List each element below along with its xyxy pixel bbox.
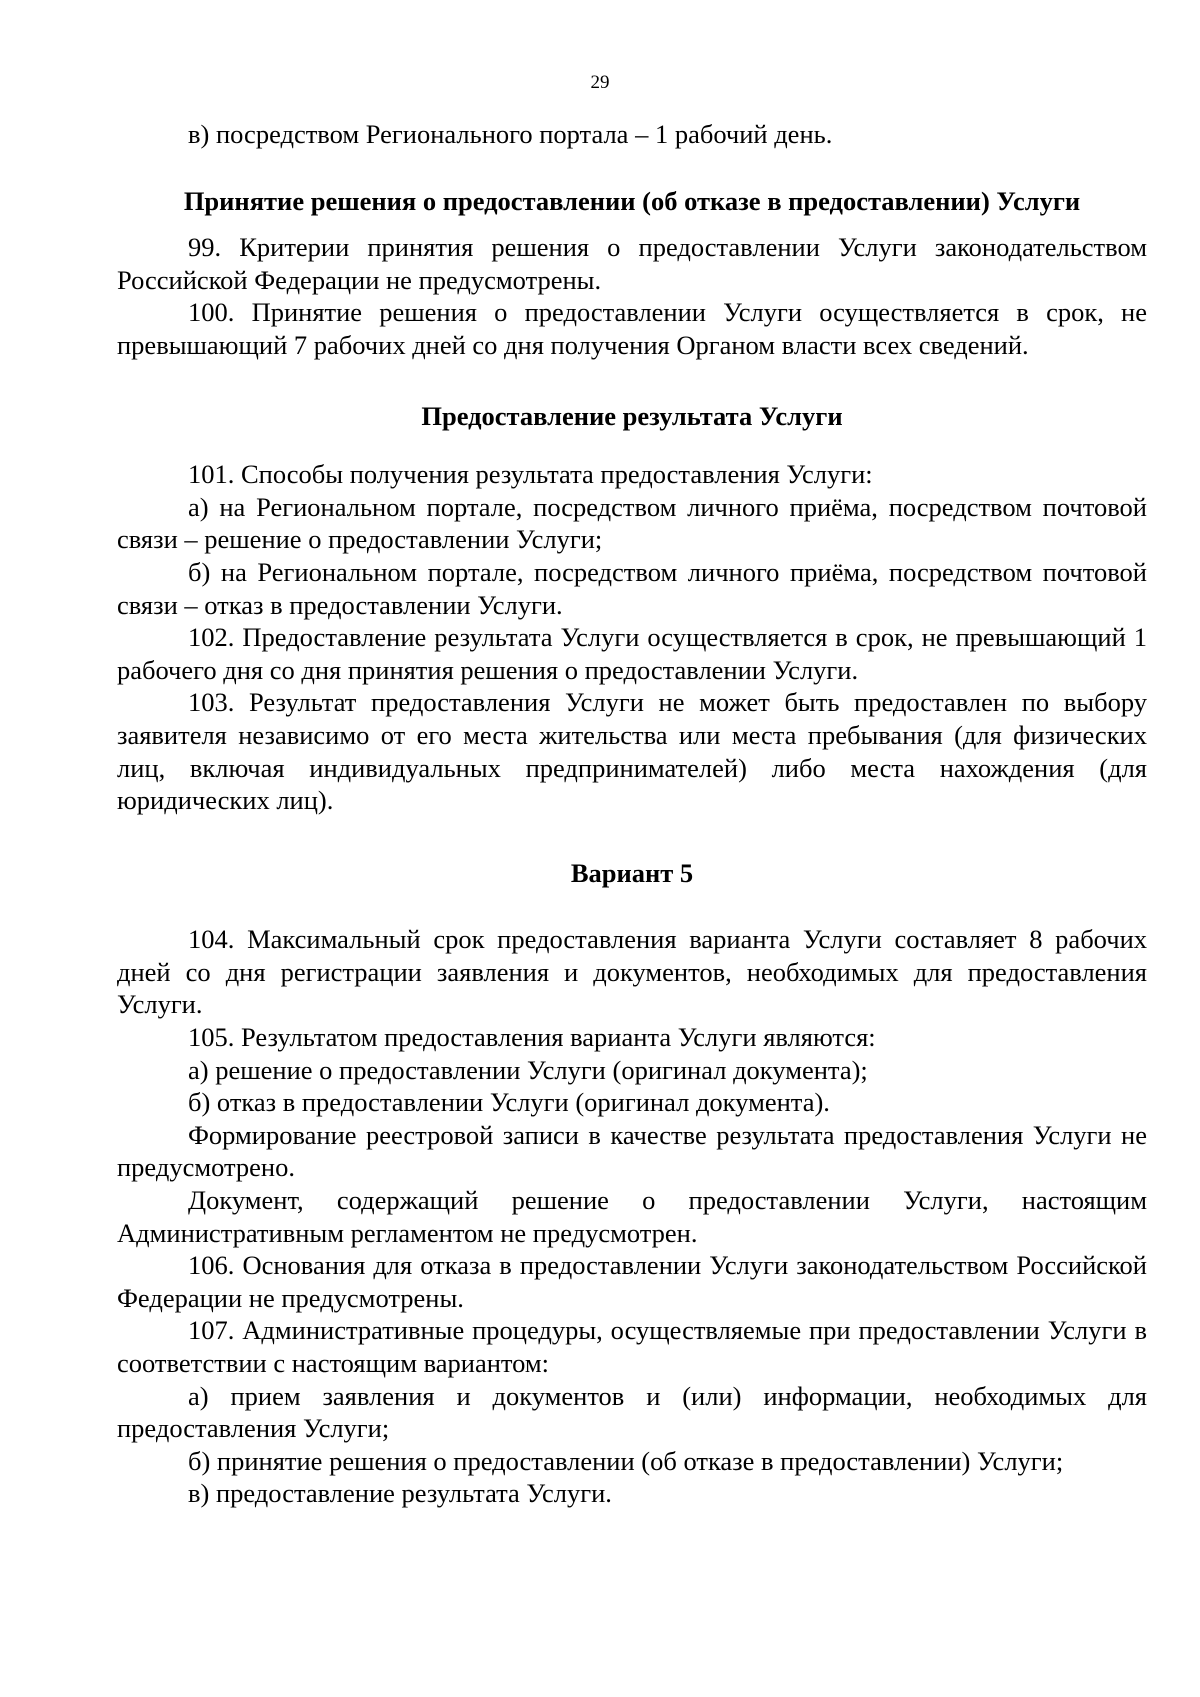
paragraph-107-a: а) прием заявления и документов и (или) информации, необходимых для предоставления Услуги; (117, 1380, 1147, 1444)
paragraph-100: 100. Принятие решения о предоставлении Услуги осуществляется в срок, не превышающий 7 рабочих дней со дня получения Органом власти всех сведений. (117, 297, 1147, 360)
paragraph-registry-record: Формирование реестровой записи в качестве результата предоставления Услуги не предусмотрено. (117, 1119, 1147, 1183)
paragraph-102: 102. Предоставление результата Услуги осуществляется в срок, не превышающий 1 рабочего дня со дня принятия решения о предоставлении Услуги. (117, 622, 1147, 685)
paragraph-105: 105. Результатом предоставления варианта Услуги являются: (188, 1022, 876, 1053)
paragraph-107-c: в) предоставление результата Услуги. (188, 1478, 612, 1509)
paragraph-107-b: б) принятие решения о предоставлении (об отказе в предоставлении) Услуги; (188, 1445, 1064, 1476)
paragraph-101: 101. Способы получения результата предоставления Услуги: (188, 459, 873, 490)
page-number: 29 (590, 72, 610, 93)
document-body (117, 118, 1147, 1510)
paragraph-decision-document: Документ, содержащий решение о предоставлении Услуги, настоящим Административным регламентом не предусмотрен. (117, 1185, 1147, 1248)
paragraph-106: 106. Основания для отказа в предоставлении Услуги законодательством Российской Федерации не предусмотрены. (117, 1250, 1147, 1313)
paragraph-portal-term: в) посредством Регионального портала – 1 рабочий день. (188, 119, 833, 149)
paragraph-104: 104. Максимальный срок предоставления варианта Услуги составляет 8 рабочих дней со дня регистрации заявления и документов, необходимых для предоставления Услуги. (117, 924, 1147, 1020)
paragraph-103: 103. Результат предоставления Услуги не может быть предоставлен по выбору заявителя независимо от его места жительства или места пребывания (для физических лиц, включая индивидуальных предпринимателей) либо места нахождения (для юридических лиц). (117, 687, 1147, 816)
paragraph-107: 107. Административные процедуры, осуществляемые при предоставлении Услуги в соответствии с настоящим вариантом: (117, 1315, 1147, 1378)
paragraph-101-a: а) на Региональном портале, посредством личного приёма, посредством почтовой связи – решение о предоставлении Услуги; (117, 491, 1147, 555)
paragraph-99: 99. Критерии принятия решения о предоставлении Услуги законодательством Российской Федерации не предусмотрены. (117, 232, 1147, 295)
heading-result: Предоставление результата Услуги (421, 400, 843, 431)
heading-variant-5: Вариант 5 (570, 857, 694, 888)
paragraph-105-a: а) решение о предоставлении Услуги (оригинал документа); (188, 1054, 868, 1085)
heading-decision: Принятие решения о предоставлении (об отказе в предоставлении) Услуги (183, 185, 1081, 216)
paragraph-101-b: б) на Региональном портале, посредством личного приёма, посредством почтовой связи – отказ в предоставлении Услуги. (117, 556, 1147, 620)
paragraph-105-b: б) отказ в предоставлении Услуги (оригинал документа). (188, 1087, 830, 1118)
